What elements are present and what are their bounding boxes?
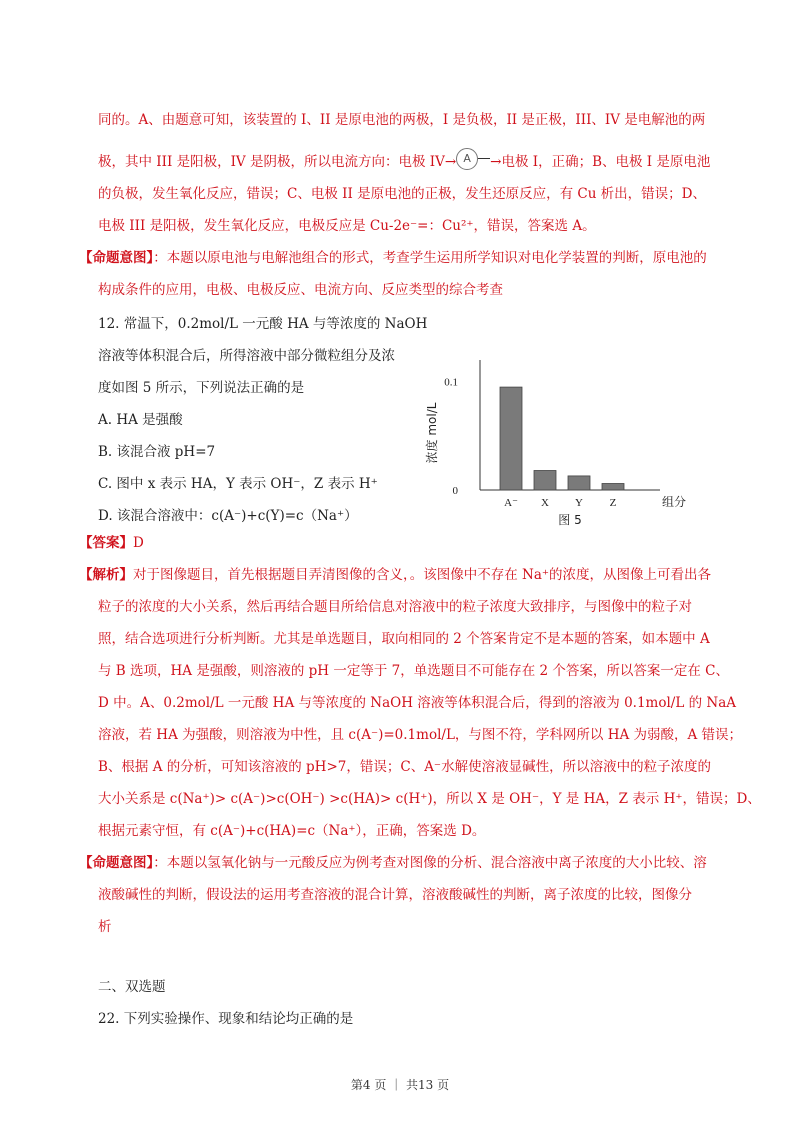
x-tick-label: Y (575, 497, 583, 509)
analysis-line: 电极 III 是阳极，发生氧化反应，电极反应是 Cu-2e⁻=：Cu²⁺，错误，答案选 A。 (98, 218, 596, 234)
analysis-line: 同的。A、由题意可知，该装置的 I、II 是原电池的两极，I 是负极，II 是正极，III、IV 是电解池的两 (98, 112, 706, 128)
analysis-line: 溶液，若 HA 为强酸，则溶液为中性，且 c(A⁻)=0.1mol/L，与图不符，学科网所以 HA 为弱酸，A 错误； (98, 727, 743, 743)
chart-title: 图 5 (558, 513, 582, 527)
intent-text: ：本题以氢氧化钠与一元酸反应为例考查对图像的分析、混合溶液中离子浓度的大小比较、溶 (153, 855, 707, 871)
page-footer: 第4 页 ｜ 共13 页 (350, 1078, 450, 1092)
option-d: D. 该混合溶液中：c(A⁻)+c(Y)=c（Na⁺） (98, 508, 358, 524)
x-tick-label: A⁻ (504, 497, 518, 509)
analysis-line: 与 B 选项，HA 是强酸，则溶液的 pH 一定等于 7，单选题目不可能存在 2 个答案，所以答案一定在 C、 (98, 663, 729, 679)
analysis-line: 大小关系是 c(Na⁺)> c(A⁻)>c(OH⁻) >c(HA)> c(H⁺)，所以 X 是 OH⁻，Y 是 HA，Z 表示 H⁺，错误；D、 (98, 791, 761, 807)
analysis-text: 对于图像题目，首先根据题目弄清图像的含义，。该图像中不存在 Na⁺的浓度，从图像上可看出各 (133, 567, 712, 583)
y-tick-label: 0.1 (444, 376, 458, 389)
analysis-line: 照，结合选项进行分析判断。尤其是单选题目，取向相同的 2 个答案肯定不是本题的答案，如本题中 A (98, 631, 710, 647)
option-b: B. 该混合液 pH=7 (98, 444, 216, 460)
answer-line (79, 531, 144, 551)
answer-label: 【答案】 (79, 535, 133, 551)
bar-chart-svg (420, 350, 690, 540)
bar-1 (500, 387, 522, 490)
y-tick-label: 0 (452, 485, 458, 497)
wire-line (478, 158, 490, 159)
analysis-label: 【解析】 (79, 567, 133, 583)
x-axis-label: 组分 (662, 495, 687, 509)
intent-label: 【命题意图】 (79, 855, 154, 871)
intent-line: 液酸碱性的判断，假设法的运用考查溶液的混合计算，溶液酸碱性的判断，离子浓度的比较，图像分 (98, 887, 692, 903)
option-c: C. 图中 x 表示 HA，Y 表示 OH⁻，Z 表示 H⁺ (98, 476, 378, 492)
bar-3 (568, 476, 590, 490)
ammeter-icon: A (456, 148, 478, 170)
section-title: 二、双选题 (98, 979, 166, 995)
intent-line (79, 851, 707, 871)
question-22: 22. 下列实验操作、现象和结论均正确的是 (98, 1011, 354, 1027)
bar-chart (420, 350, 690, 540)
intent-line (79, 246, 707, 266)
x-tick-label: Z (609, 497, 617, 509)
intent-label: 【命题意图】 (79, 250, 154, 266)
option-a: A. HA 是强酸 (98, 412, 183, 428)
analysis-text: 极，其中 III 是阳极，IV 是阴极，所以电流方向：电极 IV→ (98, 154, 457, 170)
analysis-line (98, 150, 710, 174)
question-stem: 溶液等体积混合后，所得溶液中部分微粒组分及浓 (98, 348, 395, 364)
question-stem: 度如图 5 所示，下列说法正确的是 (98, 380, 305, 396)
y-axis-label: 浓度 mol/L (425, 402, 439, 464)
analysis-line: D 中。A、0.2mol/L 一元酸 HA 与等浓度的 NaOH 溶液等体积混合后，得到的溶液为 0.1mol/L 的 NaA (98, 695, 736, 711)
bar-4 (602, 484, 624, 491)
question-stem: 12. 常温下，0.2mol/L 一元酸 HA 与等浓度的 NaOH (98, 316, 428, 332)
bar-2 (534, 471, 556, 491)
analysis-line: 的负极，发生氧化反应，错误；C、电极 II 是原电池的正极，发生还原反应，有 Cu 析出，错误；D、 (98, 186, 707, 202)
analysis-line: 粒子的浓度的大小关系，然后再结合题目所给信息对溶液中的粒子浓度大致排序，与图像中的粒子对 (98, 599, 692, 615)
analysis-line (79, 563, 711, 583)
analysis-text: →电极 I，正确；B、电极 I 是原电池 (490, 154, 711, 170)
intent-line: 构成条件的应用，电极、电极反应、电流方向、反应类型的综合考查 (98, 282, 503, 298)
intent-line: 析 (98, 919, 112, 935)
analysis-line: 根据元素守恒，有 c(A⁻)+c(HA)=c（Na⁺），正确，答案选 D。 (98, 823, 486, 839)
answer-value: D (133, 535, 144, 551)
analysis-line: B、根据 A 的分析，可知该溶液的 pH>7，错误；C、A⁻水解使溶液显碱性，所以溶液中的粒子浓度的 (98, 759, 712, 775)
x-tick-label: X (541, 497, 549, 509)
intent-text: ：本题以原电池与电解池组合的形式，考查学生运用所学知识对电化学装置的判断，原电池的 (153, 250, 707, 266)
